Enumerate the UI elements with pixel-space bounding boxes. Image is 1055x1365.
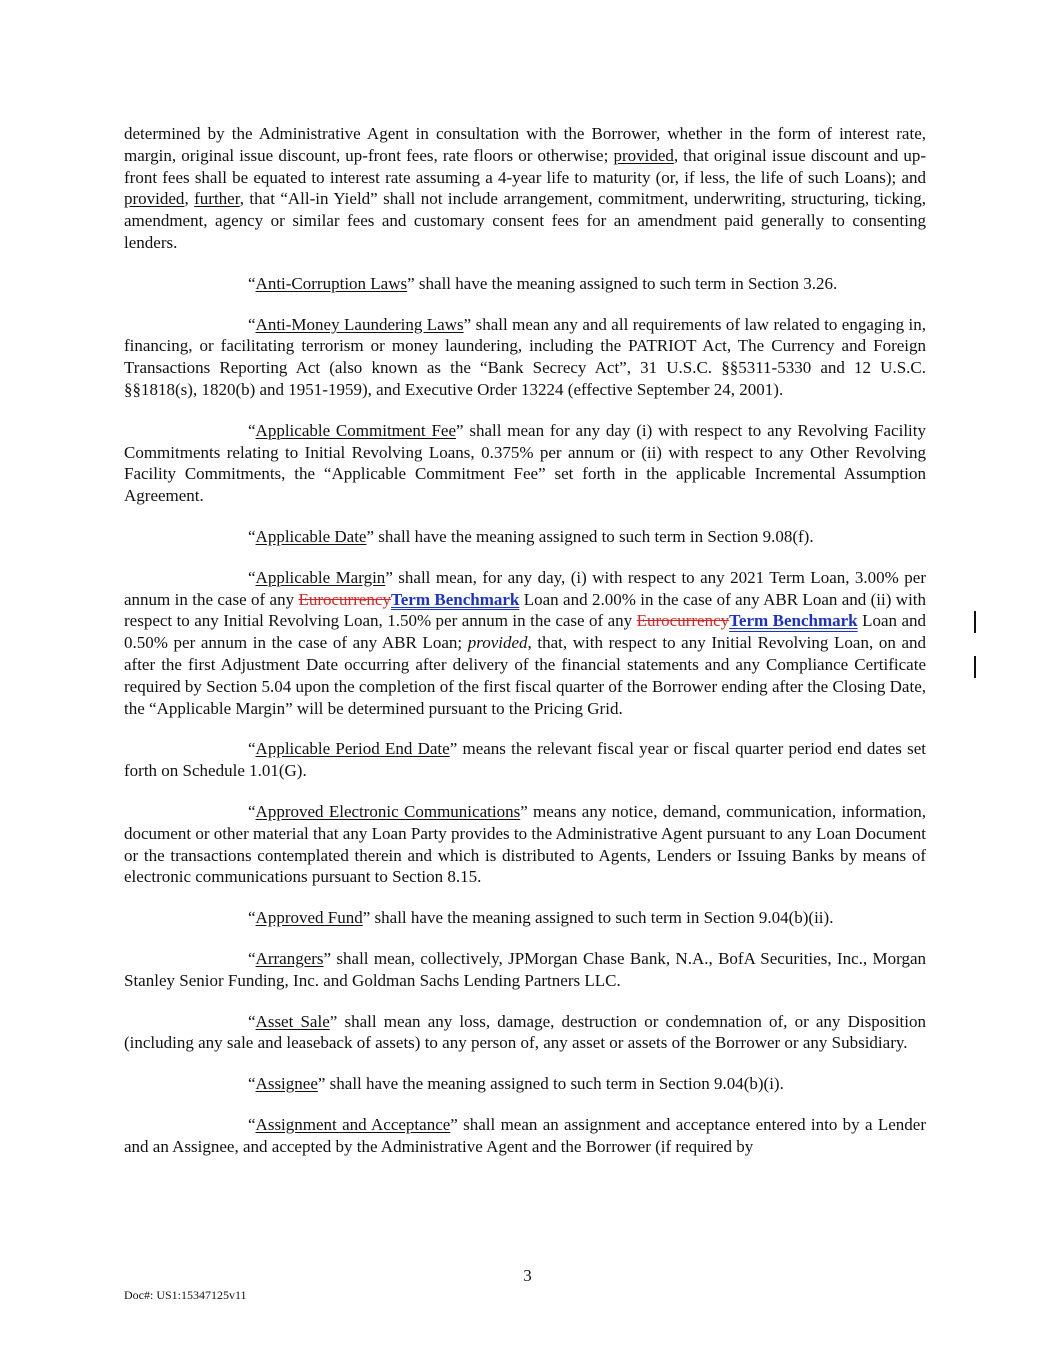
definition-text: Loan and 0.50% per annum in the case of any ABR Loan; [124, 611, 926, 653]
defined-term: Applicable Commitment Fee [255, 420, 457, 440]
definition-text: ” shall mean an assignment and acceptance entered into by a Lender and an Assignee, and accepted by the Administrative Agent and the Borrower (if required by [124, 1114, 926, 1156]
revision-change-bar [974, 656, 976, 678]
definition-assignee [124, 1073, 926, 1095]
definition-text: ” shall mean any and all requirements of law related to engaging in, financing, or facilitating terrorism or money laundering, including the PATRIOT Act, The Currency and Foreign Transactions Reporting Act (also known as the “Bank Secrecy Act”, 31 U.S.C. §§5311-5330 and 12 U.S.C. §§1818(s), 1820(b) and 1951-1959), and Executive Order 13224 (effective September 24, 2001). [124, 314, 926, 399]
open-quote: “ [248, 526, 256, 546]
open-quote: “ [248, 567, 256, 587]
document-page [124, 123, 926, 1157]
open-quote: “ [248, 801, 256, 821]
definition-text: ” means the relevant fiscal year or fiscal quarter period end dates set forth on Schedule 1.01(G). [124, 739, 926, 781]
definition-text: ” shall have the meaning assigned to such term in Section 9.04(b)(i). [317, 1074, 784, 1094]
definition-text: , that, with respect to any Initial Revolving Loan, on and after the first Adjustment Date occurring after delivery of the financial statements and any Compliance Certificate required by Section 5.04 upon the completion of the first fiscal quarter of the Borrower ending after the Closing Date, the “Applicable Margin” will be determined pursuant to the Pricing Grid. [124, 633, 926, 718]
defined-term: Applicable Date [255, 526, 367, 546]
text: , that original issue discount and up-front fees shall be equated to interest rate assuming a 4-year life to maturity (or, if less, the life of such Loans); and [124, 145, 927, 187]
definition-text: Loan and 2.00% in the case of any ABR Loan and (ii) with respect to any Initial Revolving Loan, 1.50% per annum in the case of any [124, 589, 927, 631]
defined-term: Anti-Money Laundering Laws [255, 314, 464, 334]
definition-applicable-date [124, 526, 926, 548]
inserted-text: Term Benchmark [390, 589, 520, 609]
defined-term: Approved Fund [255, 908, 363, 928]
definition-text: ” shall have the meaning assigned to such term in Section 9.04(b)(ii). [362, 908, 834, 928]
defined-term: Applicable Margin [255, 567, 386, 587]
text: , that “All-in Yield” shall not include arrangement, commitment, underwriting, structuring, ticking, amendment, agency or similar fees and customary consent fees for an amendment paid generally to consenting lenders. [124, 189, 926, 252]
open-quote: “ [248, 420, 256, 440]
open-quote: “ [248, 314, 256, 334]
definition-applicable-margin [124, 567, 926, 720]
definition-text: ” means any notice, demand, communication, information, document or other material that any Loan Party provides to the Administrative Agent pursuant to any Loan Document or the transactions contemplated therein and which is distributed to Agents, Lenders or Issuing Banks by means of electronic communications pursuant to Section 8.15. [124, 801, 926, 887]
text: determined by the Administrative Agent in consultation with the Borrower, whether in the form of interest rate, margin, original issue discount, up-front fees, rate floors or otherwise; [124, 124, 926, 165]
definition-approved-electronic-communications [124, 801, 926, 888]
definition-text: ” shall mean, for any day, (i) with respect to any 2021 Term Loan, 3.00% per annum in the case of any [124, 567, 926, 609]
definition-approved-fund [124, 907, 926, 929]
text: , [184, 189, 195, 209]
definition-applicable-period-end-date [124, 738, 926, 782]
provided-term: provided [467, 633, 528, 653]
open-quote: “ [248, 273, 256, 293]
definition-arrangers [124, 948, 926, 992]
deleted-text: Eurocurrency [636, 611, 730, 631]
defined-term: Anti-Corruption Laws [255, 273, 408, 293]
definition-text: ” shall have the meaning assigned to such term in Section 3.26. [407, 273, 838, 293]
inserted-text: Term Benchmark [729, 611, 858, 631]
defined-term: Arrangers [255, 948, 324, 968]
defined-term: Assignment and Acceptance [255, 1114, 451, 1134]
open-quote: “ [248, 948, 256, 968]
definition-text: ” shall mean any loss, damage, destruction or condemnation of, or any Disposition (including any sale and leaseback of assets) to any person of, any asset or assets of the Borrower or any Subsidiary. [124, 1011, 926, 1053]
definition-anti-money-laundering-laws [124, 314, 926, 401]
provided-term: provided [613, 145, 674, 165]
deleted-text: Eurocurrency [298, 589, 391, 609]
definition-text: ” shall mean for any day (i) with respect to any Revolving Facility Commitments relating to Initial Revolving Loans, 0.375% per annum or (ii) with respect to any Other Revolving Facility Commitments, the “Applicable Commitment Fee” set forth in the applicable Incremental Assumption Agreement. [124, 420, 926, 506]
definition-text: ” shall have the meaning assigned to such term in Section 9.08(f). [366, 526, 814, 546]
page-number: 3 [523, 1266, 532, 1285]
document-id: Doc#: US1:15347125v11 [124, 1288, 247, 1302]
provided-term: provided [124, 189, 185, 209]
definition-anti-corruption-laws [124, 273, 926, 295]
open-quote: “ [248, 1074, 256, 1094]
open-quote: “ [248, 908, 256, 928]
open-quote: “ [248, 1011, 256, 1031]
defined-term: Assignee [255, 1074, 318, 1094]
open-quote: “ [248, 739, 256, 759]
open-quote: “ [248, 1114, 256, 1134]
defined-term: Approved Electronic Communications [255, 801, 521, 821]
definition-asset-sale [124, 1011, 926, 1055]
defined-term: Applicable Period End Date [255, 739, 450, 759]
definition-text: ” shall mean, collectively, JPMorgan Chase Bank, N.A., BofA Securities, Inc., Morgan Stanley Senior Funding, Inc. and Goldman Sachs Lending Partners LLC. [124, 948, 926, 990]
definition-assignment-and-acceptance [124, 1114, 926, 1158]
paragraph-all-in-yield-continuation [124, 123, 926, 254]
revision-change-bar [974, 611, 976, 633]
further-term: further [194, 189, 240, 209]
definition-applicable-commitment-fee [124, 420, 926, 507]
defined-term: Asset Sale [255, 1011, 330, 1031]
